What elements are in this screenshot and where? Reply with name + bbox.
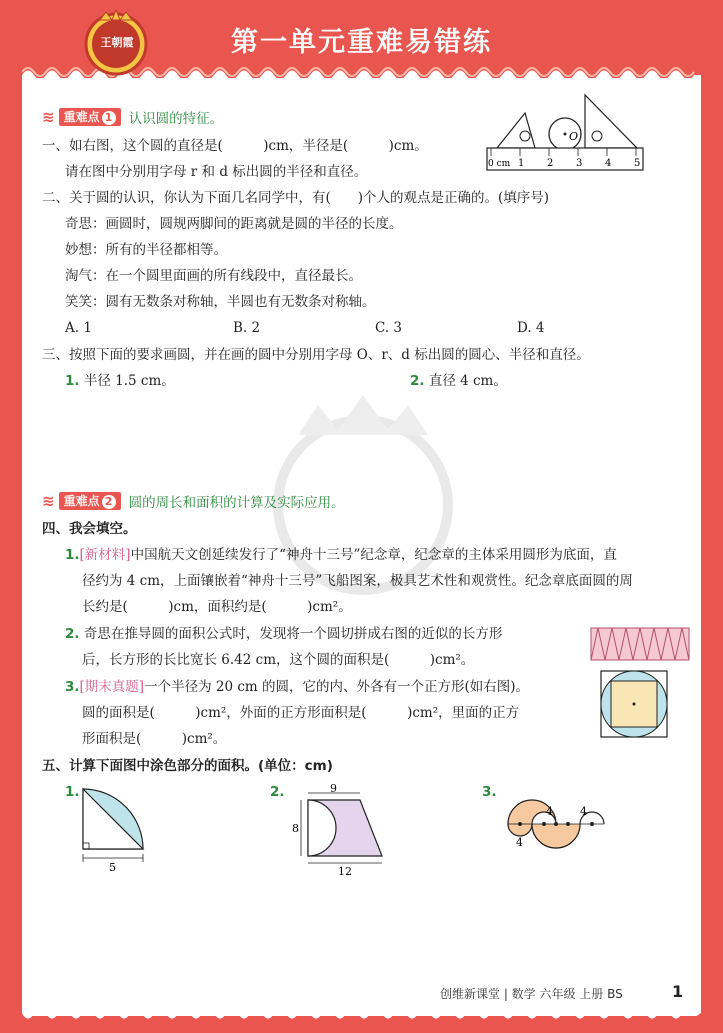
- footer-text: 创维新课堂 | 数学 六年级 上册 BS: [440, 987, 623, 1001]
- q5-fig1-num: 1.: [65, 784, 80, 800]
- fig1-label-5: 5: [109, 861, 116, 874]
- fig3-label-3: 4: [516, 836, 523, 849]
- ruler-tick-0: 0 cm: [488, 159, 511, 169]
- wave-mark-icon: ≋: [42, 492, 55, 510]
- q4-item1-line1: 1.[新材料]中国航天文创延续发行了“神舟十三号”纪念章，纪念章的主体采用圆形为底面，直: [65, 547, 617, 563]
- q2-choice-b[interactable]: B. 2: [233, 320, 261, 336]
- ruler-tick-5: 5: [634, 158, 641, 169]
- q2-choice-d[interactable]: D. 4: [517, 320, 545, 336]
- q1-line1: 一、如右图，这个圆的直径是( )cm，半径是( )cm。: [42, 138, 428, 154]
- section-1-title: 认识圆的特征。: [128, 111, 224, 127]
- q2-choice-c[interactable]: C. 3: [375, 320, 403, 336]
- page-title: 第一单元重难易错练: [231, 27, 492, 58]
- q5-title: 五、计算下面图中涂色部分的面积。(单位：cm): [42, 758, 333, 774]
- q4-item2-line1: 2. 奇思在推导圆的面积公式时，发现将一个圆切拼成右图的近似的长方形: [65, 626, 503, 642]
- q2-opinion-1: 奇思：画圆时，圆规两脚间的距离就是圆的半径的长度。: [65, 216, 403, 232]
- zigzag-rectangle-figure: [590, 627, 690, 661]
- ruler-tick-3: 3: [576, 158, 583, 169]
- circle-center-label: O: [569, 130, 579, 143]
- q4-item2-line2: 后，长方形的长比宽长 6.42 cm，这个圆的面积是( )cm²。: [82, 652, 475, 668]
- ruler-circle-figure: [485, 93, 647, 175]
- q3-sub1: 1. 半径 1.5 cm。: [65, 373, 175, 389]
- q2-opinion-4: 笑笑：圆有无数条对称轴，半圆也有无数条对称轴。: [65, 294, 376, 310]
- section-2-tag: 重难点 2: [59, 492, 121, 510]
- q3-sub2: 2. 直径 4 cm。: [410, 373, 507, 389]
- q5-fig2-num: 2.: [270, 784, 285, 800]
- fig2-label-bottom: 12: [338, 865, 352, 877]
- quarter-circle-figure: [80, 786, 150, 874]
- q4-item1-line3: 长约是( )cm，面积约是( )cm²。: [82, 599, 352, 615]
- ruler-tick-1: 1: [518, 158, 525, 169]
- q2-choice-a[interactable]: A. 1: [65, 320, 92, 336]
- section-2-title: 圆的周长和面积的计算及实际应用。: [128, 495, 345, 511]
- q4-item3-line1: 3.[期末真题]一个半径为 20 cm 的圆，它的内、外各有一个正方形(如右图)。: [65, 679, 530, 695]
- q4-item3-line3: 形面积是( )cm²。: [82, 731, 227, 747]
- q4-item3-line2: 圆的面积是( )cm²，外面的正方形面积是( )cm²，里面的正方: [82, 705, 520, 721]
- section-1-tag: 重难点 1: [59, 108, 121, 126]
- fig2-label-side: 8: [292, 822, 299, 835]
- fig2-label-top: 9: [330, 782, 337, 795]
- brand-logo-text: 王朝霞: [100, 36, 134, 49]
- section-2-header: [42, 492, 345, 510]
- q1-line2: 请在图中分别用字母 r 和 d 标出圆的半径和直径。: [65, 164, 368, 180]
- yin-yang-semicircles-figure: [502, 788, 607, 860]
- frame-bottom-wave: [22, 1006, 701, 1024]
- ruler-tick-4: 4: [605, 158, 612, 169]
- q4-item1-line2: 径约为 4 cm，上面镶嵌着“神舟十三号”飞船图案，极具艺术性和观赏性。纪念章底面圆的周: [82, 573, 633, 589]
- q2-line1: 二、关于圆的认识，你认为下面几名同学中，有( )个人的观点是正确的。(填序号): [42, 190, 550, 206]
- section-1-header: [42, 108, 223, 126]
- q3-line1: 三、按照下面的要求画圆，并在画的圆中分别用字母 O、r、d 标出圆的圆心、半径和直径。: [42, 347, 590, 363]
- wave-mark-icon: ≋: [42, 108, 55, 126]
- q4-title: 四、我会填空。: [42, 521, 137, 537]
- square-circle-square-figure: [600, 670, 668, 738]
- q2-opinion-3: 淘气：在一个圆里面画的所有线段中，直径最长。: [65, 268, 362, 284]
- trapezoid-semicircle-figure: [290, 782, 390, 877]
- fig3-label-2: 4: [580, 805, 587, 818]
- q2-opinion-2: 妙想：所有的半径都相等。: [65, 242, 227, 258]
- q5-fig3-num: 3.: [482, 784, 497, 800]
- ruler-tick-2: 2: [547, 158, 554, 169]
- page-number: 1: [672, 982, 684, 1001]
- fig3-label-1: 4: [546, 805, 553, 818]
